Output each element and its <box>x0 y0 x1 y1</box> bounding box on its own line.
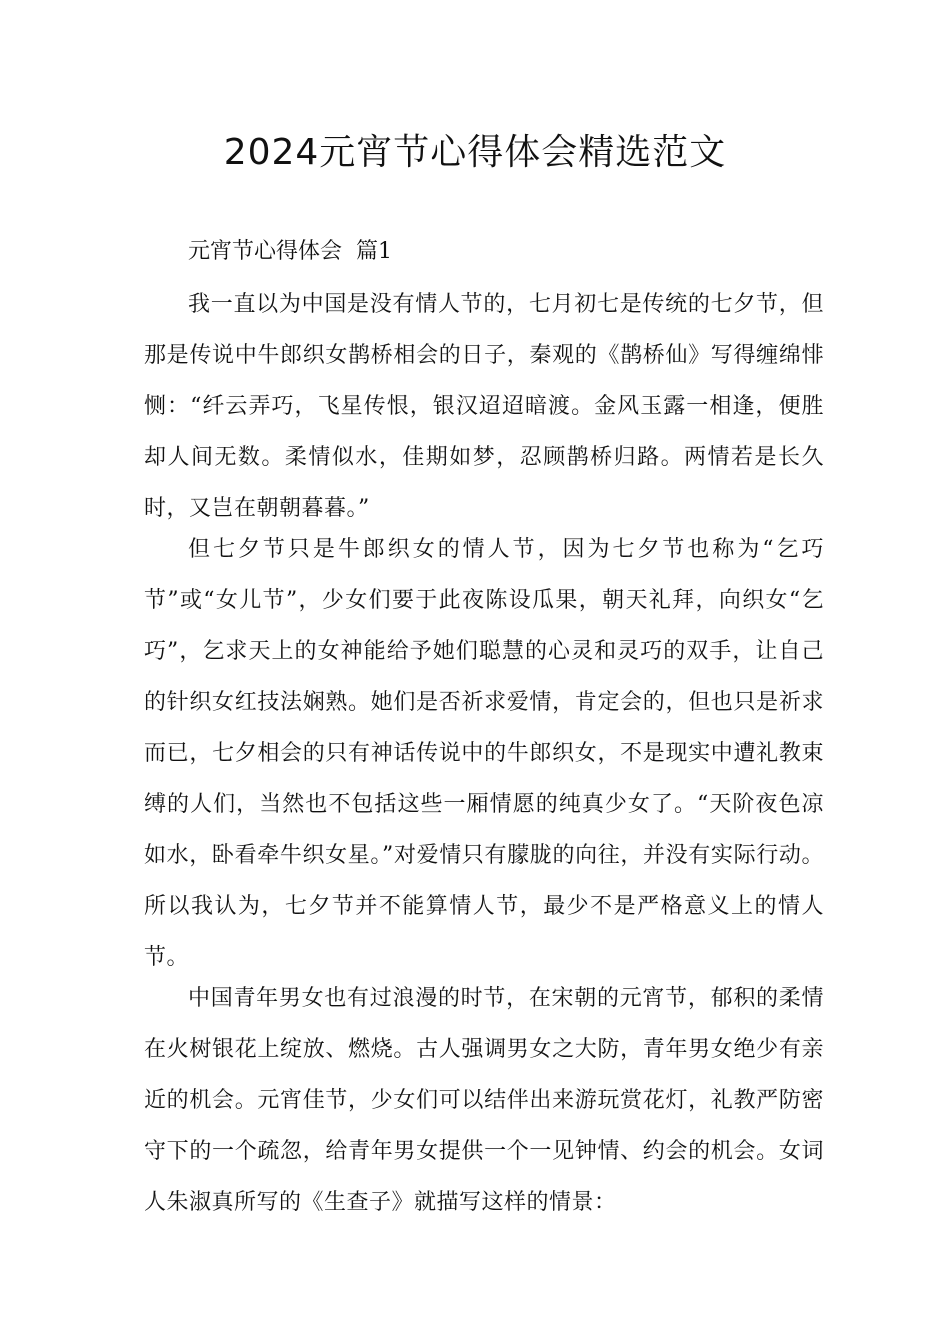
section-heading: 元宵节心得体会 篇1 <box>188 239 392 264</box>
paragraph-1: 我一直以为中国是没有情人节的，七月初七是传统的七夕节，但那是传说中牛郎织女鹊桥相会的日子，秦观的《鹊桥仙》写得缠绵悱恻：“纤云弄巧，飞星传恨，银汉迢迢暗渡。金风玉露一相逢，便胜却人间无数。柔情似水，佳期如梦，忍顾鹊桥归路。两情若是长久时，又岂在朝朝暮暮。” <box>144 292 824 521</box>
paragraph-3: 中国青年男女也有过浪漫的时节，在宋朝的元宵节，郁积的柔情在火树银花上绽放、燃烧。古人强调男女之大防，青年男女绝少有亲近的机会。元宵佳节，少女们可以结伴出来游玩赏花灯，礼教严防密守下的一个疏忽，给青年男女提供一个一见钟情、约会的机会。女词人朱淑真所写的《生查子》就描写这样的情景： <box>144 986 824 1215</box>
document-title: 2024元宵节心得体会精选范文 <box>223 132 727 173</box>
paragraph-2: 但七夕节只是牛郎织女的情人节，因为七夕节也称为“乞巧节”或“女儿节”，少女们要于此夜陈设瓜果，朝天礼拜，向织女“乞巧”，乞求天上的女神能给予她们聪慧的心灵和灵巧的双手，让自己的针织女红技法娴熟。她们是否祈求爱情，肯定会的，但也只是祈求而已，七夕相会的只有神话传说中的牛郎织女，不是现实中遭礼教束缚的人们，当然也不包括这些一厢情愿的纯真少女了。“天阶夜色凉如水，卧看牵牛织女星。”对爱情只有朦胧的向往，并没有实际行动。所以我认为，七夕节并不能算情人节，最少不是严格意义上的情人节。 <box>144 537 824 970</box>
